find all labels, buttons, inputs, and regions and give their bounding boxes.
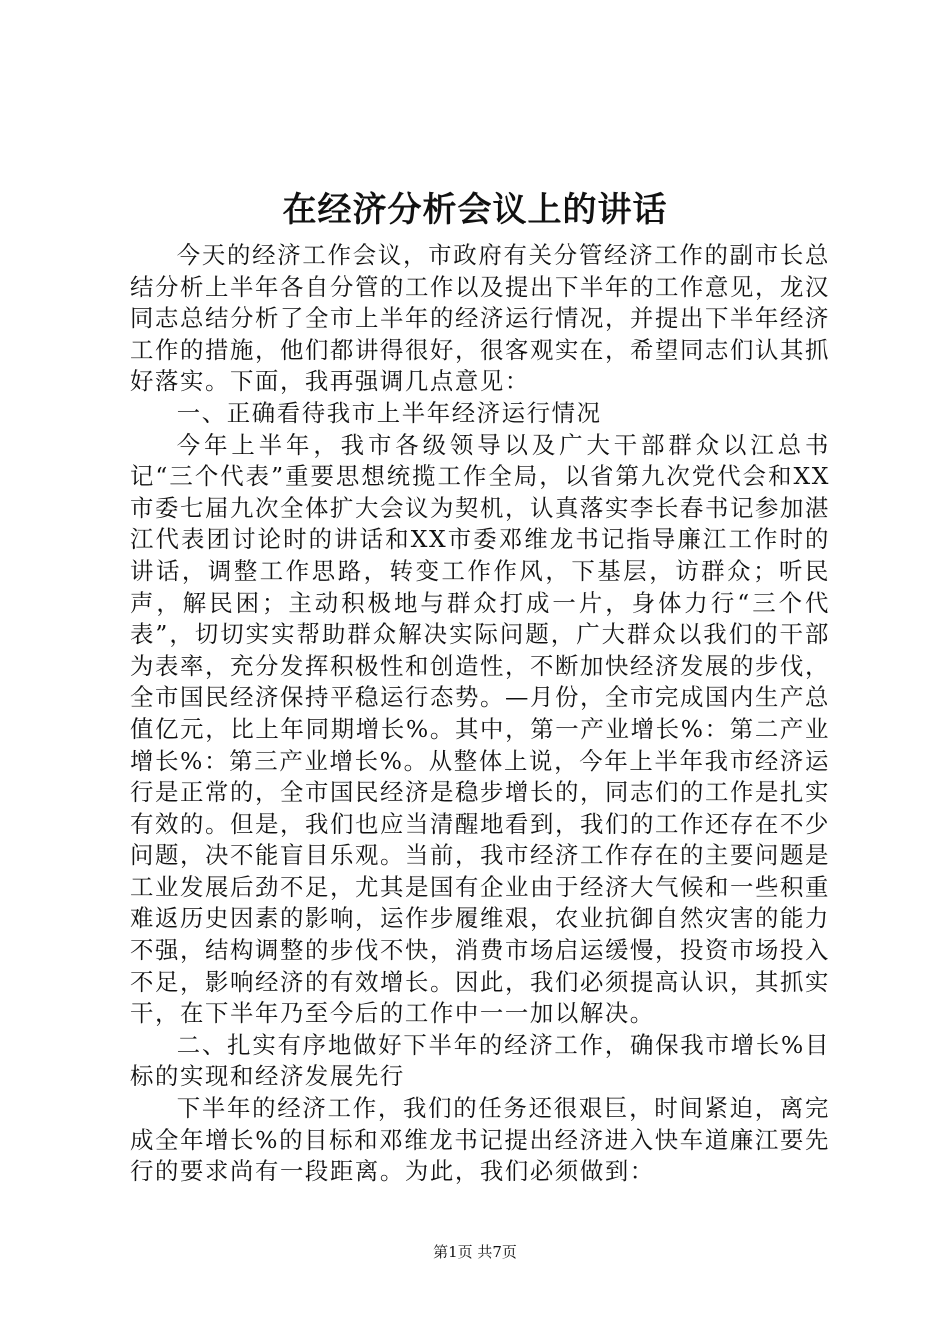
section-heading-2: 二、扎实有序地做好下半年的经济工作，确保我市增长%目标的实现和经济发展先行 [130,1030,830,1091]
paragraph-intro: 今天的经济工作会议，市政府有关分管经济工作的副市长总结分析上半年各自分管的工作以及提出下半年的工作意见，龙汉同志总结分析了全市上半年的经济运行情况，并提出下半年经济工作的措施，他们都讲得很好，很客观实在，希望同志们认其抓好落实。下面，我再强调几点意见： [130,241,830,396]
section-heading-1: 一、正确看待我市上半年经济运行情况 [176,398,602,427]
paragraph-section-2: 下半年的经济工作，我们的任务还很艰巨，时间紧迫，离完成全年增长%的目标和邓维龙书记提出经济进入快车道廉江要先行的要求尚有一段距离。为此，我们必须做到： [130,1094,830,1186]
document-title: 在经济分析会议上的讲话 [282,190,668,230]
paragraph-section-1: 今年上半年，我市各级领导以及广大干部群众以江总书记“三个代表”重要思想统揽工作全局，以省第九次党代会和XX市委七届九次全体扩大会议为契机，认真落实李长春书记参加湛江代表团讨论时的讲话和XX市委邓维龙书记指导廉江工作时的讲话，调整工作思路，转变工作作风，下基层，访群众；听民声，解民困；主动积极地与群众打成一片，身体力行“三个代表”，切切实实帮助群众解决实际问题，广大群众以我们的干部为表率，充分发挥积极性和创造性，不断加快经济发展的步伐，全市国民经济保持平稳运行态势。—月份，全市完成国内生产总值亿元，比上年同期增长%。其中，第一产业增长%：第二产业增长%：第三产业增长%。从整体上说，今年上半年我市经济运行是正常的，全市国民经济是稳步增长的，同志们的工作是扎实有效的。但是，我们也应当清醒地看到，我们的工作还存在不少问题，决不能盲目乐观。当前，我市经济工作存在的主要问题是工业发展后劲不足，尤其是国有企业由于经济大气候和一些积重难返历史因素的影响，运作步履维艰，农业抗御自然灾害的能力不强，结构调整的步伐不快，消费市场启运缓慢，投资市场投入不足，影响经济的有效增长。因此，我们必须提高认识，其抓实干，在下半年乃至今后的工作中一一加以解决。 [130,430,830,1028]
page-number-footer: 第1页 共7页 [433,1243,517,1261]
document-body [130,240,830,1188]
